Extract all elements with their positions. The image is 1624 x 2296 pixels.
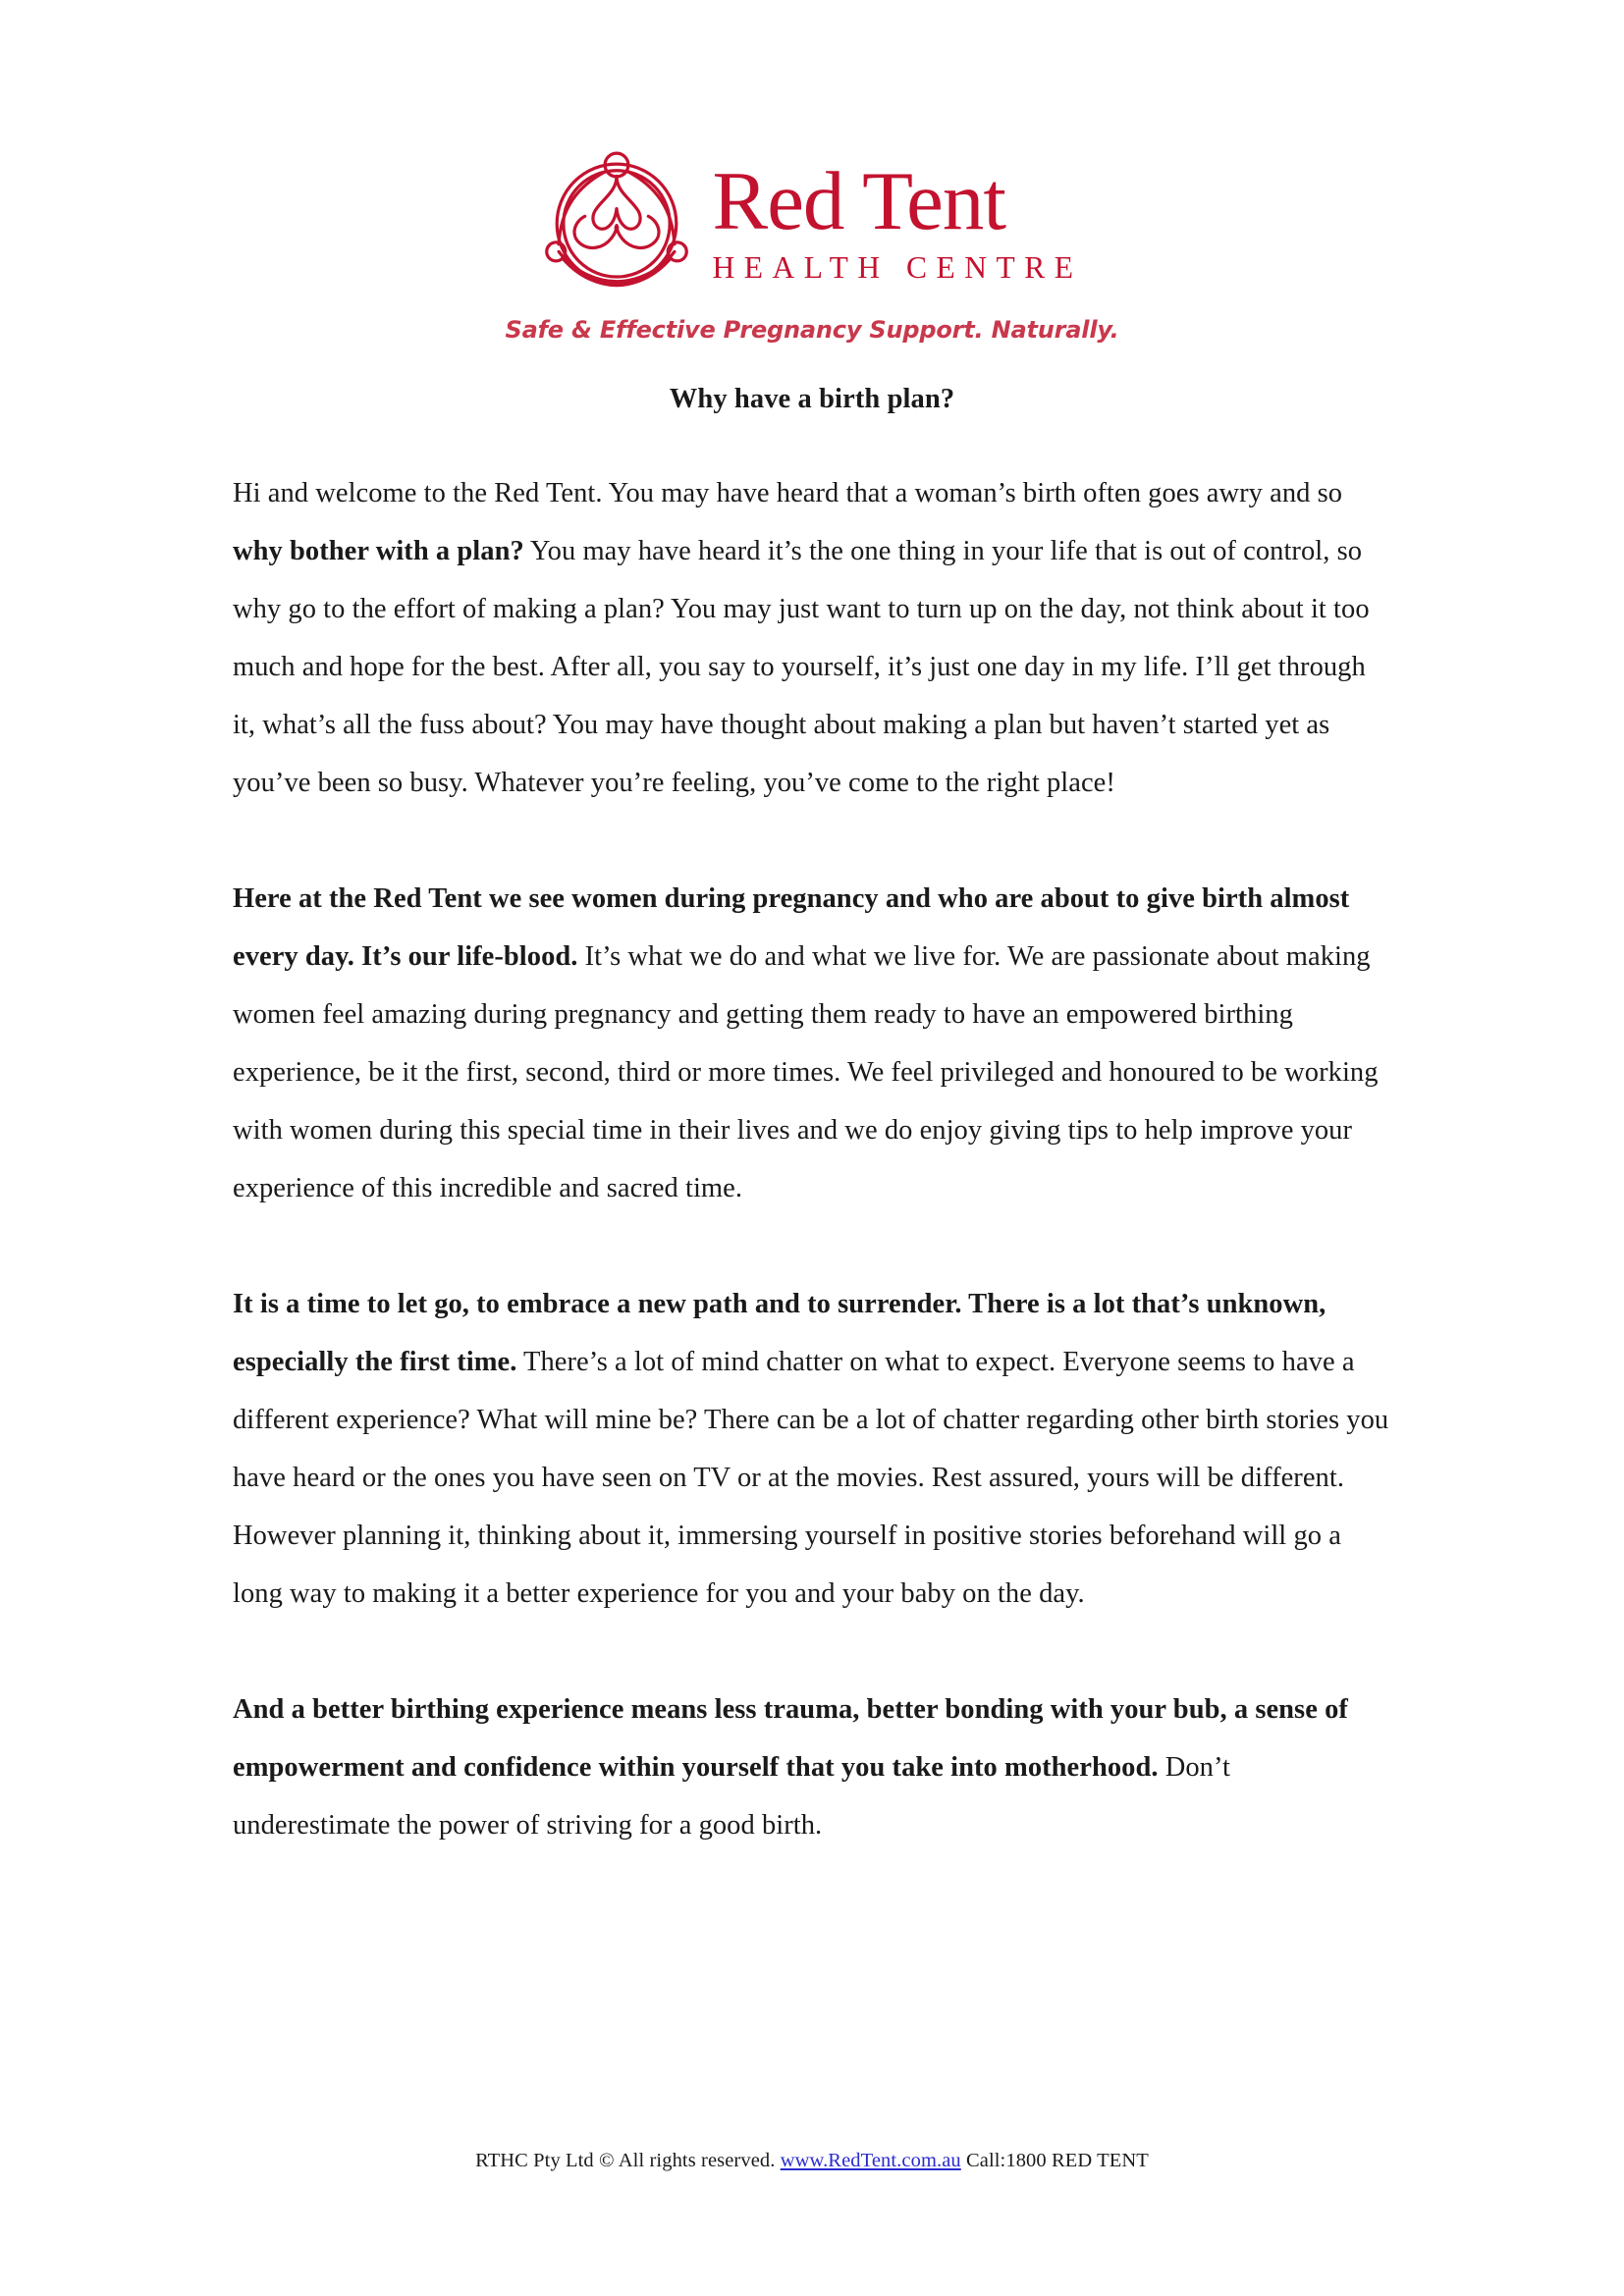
logo-wordmark — [712, 154, 1083, 285]
logo-tagline: Safe & Effective Pregnancy Support. Naturally. — [505, 316, 1119, 344]
bold-text-run: It is a time to let go, to embrace a new path and to surrender. There is a lot that’s unknown, especially the first time. — [233, 1288, 1326, 1377]
website-link[interactable]: www.RedTent.com.au — [780, 2150, 961, 2171]
logo-row — [542, 147, 1083, 296]
footer-phone-text: Call:1800 RED TENT — [960, 2150, 1149, 2171]
text-run: Don’t underestimate the power of striving for a good birth. — [233, 1751, 1230, 1841]
page-title: Why have a birth plan? — [669, 384, 955, 414]
text-run: There’s a lot of mind chatter on what to expect. Everyone seems to have a different experience? What will mine be? There can be a lot of chatter regarding other birth stories you have heard or the ones you have seen on TV or at the movies. Rest assured, yours will be different. However planning it, thinking about it, immersing yourself in positive stories beforehand will go a long way to making it a better experience for you and your baby on the day. — [233, 1346, 1389, 1609]
paragraph-p3 — [233, 1275, 1391, 1623]
logo-group — [505, 147, 1118, 344]
red-tent-emblem-icon — [542, 147, 691, 296]
letterhead — [0, 0, 1624, 344]
page-footer — [0, 2150, 1624, 2172]
logo-subtitle: HEALTH CENTRE — [712, 249, 1083, 285]
text-run: It’s what we do and what we live for. We are passionate about making women feel amazing during pregnancy and getting them ready to have an empowered birthing experience, be it the first, second, third or more times. We feel privileged and honoured to be working with women during this special time in their lives and we do enjoy giving tips to help improve your experience of this incredible and sacred time. — [233, 940, 1379, 1203]
footer-copyright-text: RTHC Pty Ltd © All rights reserved. — [475, 2150, 781, 2171]
bold-text-run: why bother with a plan? — [233, 535, 524, 566]
logo-title: Red Tent — [712, 154, 1005, 247]
text-run: Hi and welcome to the Red Tent. You may have heard that a woman’s birth often goes awry and so — [233, 477, 1343, 508]
text-run: You may have heard it’s the one thing in your life that is out of control, so why go to the effort of making a plan? You may just want to turn up on the day, not think about it too much and hope for the best. After all, you say to yourself, it’s just one day in my life. I’ll get through it, what’s all the fuss about? You may have thought about making a plan but haven’t started yet as you’ve been so busy. Whatever you’re feeling, you’ve come to the right place! — [233, 535, 1370, 798]
paragraph-p1 — [233, 464, 1391, 812]
document-body — [233, 344, 1391, 1854]
paragraph-p2 — [233, 870, 1391, 1217]
bold-text-run: And a better birthing experience means less trauma, better bonding with your bub, a sense of empowerment and confidence within yourself that you take into motherhood. — [233, 1693, 1348, 1783]
bold-text-run: Here at the Red Tent we see women during pregnancy and who are about to give birth almost every day. It’s our life-blood. — [233, 882, 1350, 972]
paragraph-container — [233, 464, 1391, 1854]
paragraph-p4 — [233, 1681, 1391, 1854]
